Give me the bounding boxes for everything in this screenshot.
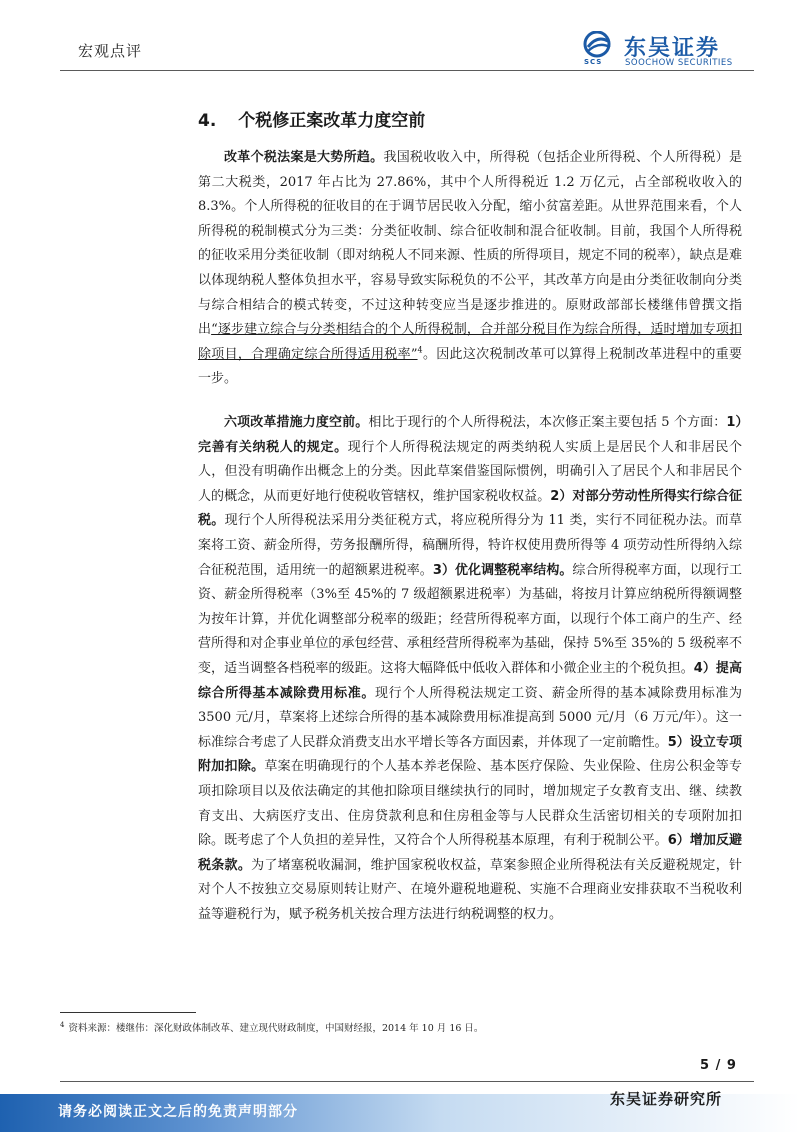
reform-item-text: 现行个人所得税法采用分类征税方式，将应税所得分为 11 类，实行不同征税办法。而草案将工资、薪金所得，劳务报酬所得，稿酬所得，特许权使用费所得等 4 项劳动性所得纳入综合征税范围，适用统一的超额累进税率。 [198, 513, 742, 578]
paragraph-text: 我国税收收入中，所得税（包括企业所得税、个人所得税）是第二大税类，2017 年占比为 27.86%，其中个人所得税近 1.2 万亿元，占全部税收收入的 8.3%。个人所得税的征收目的在于调节居民收入分配，缩小贫富差距。从世界范围来看，个人所得税的税制模式分为三类：分类征收制、综合征收制和混合征收制。目前，我国个人所得税的征收采用分类征收制（即对纳税人不同来源、性质的所得项目，规定不同的税率），缺点是难以体现纳税人整体负担水平，容易导致实际税负的不公平，其改革方向是由分类征收制向分类与综合相结合的模式转变，不过这种转变应当是逐步推进的。原财政部部长楼继伟曾撰文指出 [198, 150, 742, 338]
reform-item-title: 3）优化调整税率结构。 [432, 562, 573, 578]
logo-english-name: SOOCHOW SECURITIES [625, 58, 733, 68]
footer-divider [60, 1081, 754, 1082]
paragraph-intro: 相比于现行的个人所得税法，本次修正案主要包括 5 个方面： [368, 415, 727, 430]
underlined-quote: “逐步建立综合与分类相结合的个人所得税制，合并部分税目作为综合所得，适时增加专项扣除项目，合理确定综合所得适用税率” [198, 322, 742, 362]
page-number: 5 / 9 [700, 1058, 737, 1073]
paragraph-lead: 改革个税法案是大势所趋。 [224, 150, 384, 165]
reform-item-title: 2）对部分劳动性所得实行综合征税。 [198, 488, 742, 529]
reform-item-text: 为了堵塞税收漏洞，维护国家税收权益，草案参照企业所得税法有关反避税规定，针对个人不按独立交易原则转让财产、在境外避税地避税、实施不合理商业安排获取不当税收利益等避税行为，赋予税务机关按合理方法进行纳税调整的权力。 [198, 857, 742, 922]
report-category: 宏观点评 [78, 42, 143, 60]
footnote-divider [60, 1012, 196, 1013]
logo-chinese-name: 东吴证券 [624, 36, 721, 61]
paragraph-tail: 。因此这次税制改革可以算得上税制改革进程中的重要一步。 [198, 346, 742, 387]
reform-item-title: 4）提高综合所得基本减除费用标准。 [198, 660, 742, 701]
section-title: 个税修正案改革力度空前 [238, 111, 426, 131]
footnote-mark: 4 [60, 1020, 65, 1029]
footnote-reference: 4 [417, 345, 423, 355]
research-institute-name: 东吴证券研究所 [609, 1090, 722, 1108]
section-number: 4. [198, 111, 217, 131]
section-heading [198, 106, 425, 131]
reform-item-title: 1）完善有关纳税人的规定。 [198, 415, 742, 455]
footnote [60, 1020, 483, 1034]
header-divider [60, 70, 754, 71]
footnote-text: 资料来源：楼继伟：深化财政体制改革、建立现代财政制度，中国财经报，2014 年 10 月 16 日。 [68, 1023, 484, 1034]
disclaimer-notice: 请务必阅读正文之后的免责声明部分 [58, 1104, 298, 1120]
reform-item-text: 现行个人所得税法规定的两类纳税人实质上是居民个人和非居民个人，但没有明确作出概念上的分类。因此草案借鉴国际惯例，明确引入了居民个人和非居民个人的概念，从而更好地行使税收管辖权，维护国家税收权益。 [198, 439, 742, 504]
reform-item-title: 5）设立专项附加扣除。 [198, 734, 742, 775]
paragraph-six-reforms [198, 411, 742, 927]
company-logo [582, 31, 752, 71]
paragraph-tax-reform-trend [198, 146, 742, 392]
logo-abbreviation: SCS [584, 58, 603, 66]
paragraph-lead: 六项改革措施力度空前。 [224, 415, 369, 430]
reform-item-text: 现行个人所得税法规定工资、薪金所得的基本减除费用标准为 3500 元/月，草案将上述综合所得的基本减除费用标准提高到 5000 元/月（6 万元/年）。这一标准综合考虑了人民群众消费支出水平增长等各方面因素，并体现了一定前瞻性。 [198, 685, 742, 750]
reform-item-title: 6）增加反避税条款。 [198, 833, 742, 873]
reform-item-text: 草案在明确现行的个人基本养老保险、基本医疗保险、失业保险、住房公积金等专项扣除项目以及依法确定的其他扣除项目继续执行的同时，增加规定子女教育支出、继、续教育支出、大病医疗支出、住房贷款利息和住房租金等与人民群众生活密切相关的专项附加扣除。既考虑了个人负担的差异性，又符合个人所得税基本原理，有利于税制公平。 [198, 759, 742, 849]
reform-item-text: 综合所得税率方面，以现行工资、薪金所得税率（3%至 45%的 7 级超额累进税率）为基础，将按月计算应纳税所得额调整为按年计算，并优化调整部分税率的级距；经营所得税率方面，以现行个体工商户的生产、经营所得和对企事业单位的承包经营、承租经营所得税率为基础，保持 5%至 35%的 5 级税率不变，适当调整各档税率的级距。这将大幅降低中低收入群体和小微企业主的个税负担。 [198, 562, 742, 676]
